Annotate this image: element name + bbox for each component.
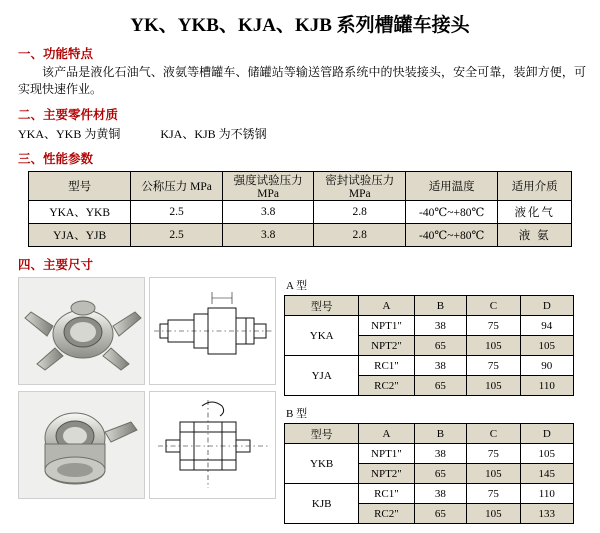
cell-b: 65 — [414, 504, 467, 524]
col-header-b: B — [414, 296, 467, 316]
cell-nominal-pressure: 2.5 — [131, 224, 223, 247]
coupling-photo-a-graphic — [19, 278, 145, 384]
cell-d: 133 — [520, 504, 573, 524]
col-header-model: 型号 — [29, 172, 131, 201]
material-line-b: KJA、KJB 为不锈钢 — [160, 127, 267, 141]
table-label-a: A 型 — [286, 280, 308, 292]
cell-c: 105 — [467, 336, 520, 356]
cell-d: 110 — [520, 484, 573, 504]
col-header-a: A — [359, 296, 414, 316]
cell-model: YJA、YJB — [29, 224, 131, 247]
cell-a: NPT2" — [359, 464, 414, 484]
table-row — [29, 201, 572, 224]
cell-nominal-pressure: 2.5 — [131, 201, 223, 224]
cell-strength-test-pressure: 3.8 — [222, 224, 314, 247]
cell-medium: 液化气 — [498, 201, 572, 224]
col-header-model: 型号 — [285, 296, 359, 316]
coupling-drawing-b-graphic — [150, 392, 276, 498]
cell-c: 105 — [467, 376, 520, 396]
col-header-b: B — [414, 424, 467, 444]
cell-model: YKA — [285, 316, 359, 356]
cell-b: 38 — [414, 356, 467, 376]
col-header-c: C — [467, 296, 520, 316]
cell-d: 105 — [520, 336, 573, 356]
coupling-photo-b — [18, 391, 145, 499]
col-header-medium: 适用介质 — [498, 172, 572, 201]
cell-c: 75 — [467, 484, 520, 504]
page-title: YK、YKB、KJA、KJB 系列槽罐车接头 — [130, 15, 470, 36]
cell-b: 38 — [414, 444, 467, 464]
material-line-a: YKA、YKB 为黄铜 — [18, 127, 121, 141]
cell-a: RC2" — [359, 376, 414, 396]
cell-a: NPT1" — [359, 444, 414, 464]
col-header-model: 型号 — [285, 424, 359, 444]
image-row-a — [18, 277, 276, 385]
col-header-nominal-pressure: 公称压力 MPa — [131, 172, 223, 201]
cell-model: YKB — [285, 444, 359, 484]
section-heading-features: 一、功能特点 — [18, 47, 94, 61]
cell-c: 75 — [467, 444, 520, 464]
dimension-table-b — [284, 423, 574, 524]
dimension-tables-column — [284, 277, 584, 533]
coupling-drawing-a-graphic — [150, 278, 276, 384]
table-header-row — [285, 424, 574, 444]
cell-d: 110 — [520, 376, 573, 396]
cell-a: RC2" — [359, 504, 414, 524]
cell-b: 38 — [414, 484, 467, 504]
performance-table — [28, 171, 572, 247]
coupling-photo-b-graphic — [19, 392, 145, 498]
cell-medium: 液 氨 — [498, 224, 572, 247]
cell-a: RC1" — [359, 484, 414, 504]
table-row — [29, 224, 572, 247]
col-header-d: D — [520, 424, 573, 444]
col-header-seal-test-pressure: 密封试验压力 MPa — [314, 172, 406, 201]
cell-b: 65 — [414, 464, 467, 484]
cell-b: 38 — [414, 316, 467, 336]
table-header-row — [29, 172, 572, 201]
table-header-row — [285, 296, 574, 316]
cell-seal-test-pressure: 2.8 — [314, 201, 406, 224]
cell-model: YJA — [285, 356, 359, 396]
section-heading-performance: 三、性能参数 — [18, 152, 94, 166]
cell-c: 75 — [467, 316, 520, 336]
material-lines — [18, 125, 600, 142]
coupling-drawing-a — [149, 277, 276, 385]
cell-a: NPT1" — [359, 316, 414, 336]
table-row — [285, 444, 574, 464]
cell-d: 90 — [520, 356, 573, 376]
cell-b: 65 — [414, 376, 467, 396]
table-label-b: B 型 — [286, 408, 308, 420]
cell-temperature: -40℃~+80℃ — [405, 224, 497, 247]
cell-d: 94 — [520, 316, 573, 336]
cell-a: RC1" — [359, 356, 414, 376]
cell-strength-test-pressure: 3.8 — [222, 201, 314, 224]
col-header-strength-test-pressure: 强度试验压力 MPa — [222, 172, 314, 201]
cell-temperature: -40℃~+80℃ — [405, 201, 497, 224]
dimensions-area — [0, 277, 600, 533]
table-row — [285, 356, 574, 376]
col-header-a: A — [359, 424, 414, 444]
image-row-b — [18, 391, 276, 499]
cell-d: 105 — [520, 444, 573, 464]
features-body: 该产品是液化石油气、液氨等槽罐车、储罐站等输送管路系统中的快装接头，安全可靠，装卸方便，可实现快速作业。 — [18, 65, 586, 96]
section-heading-dimensions: 四、主要尺寸 — [18, 258, 94, 272]
section-heading-material: 二、主要零件材质 — [18, 108, 119, 122]
cell-b: 65 — [414, 336, 467, 356]
image-column — [18, 277, 276, 533]
col-header-d: D — [520, 296, 573, 316]
cell-a: NPT2" — [359, 336, 414, 356]
coupling-photo-a — [18, 277, 145, 385]
coupling-drawing-b — [149, 391, 276, 499]
cell-seal-test-pressure: 2.8 — [314, 224, 406, 247]
cell-model: KJB — [285, 484, 359, 524]
cell-d: 145 — [520, 464, 573, 484]
cell-c: 105 — [467, 504, 520, 524]
cell-model: YKA、YKB — [29, 201, 131, 224]
col-header-c: C — [467, 424, 520, 444]
col-header-temperature: 适用温度 — [405, 172, 497, 201]
dimension-table-a — [284, 295, 574, 396]
cell-c: 75 — [467, 356, 520, 376]
cell-c: 105 — [467, 464, 520, 484]
table-row — [285, 484, 574, 504]
table-row — [285, 316, 574, 336]
